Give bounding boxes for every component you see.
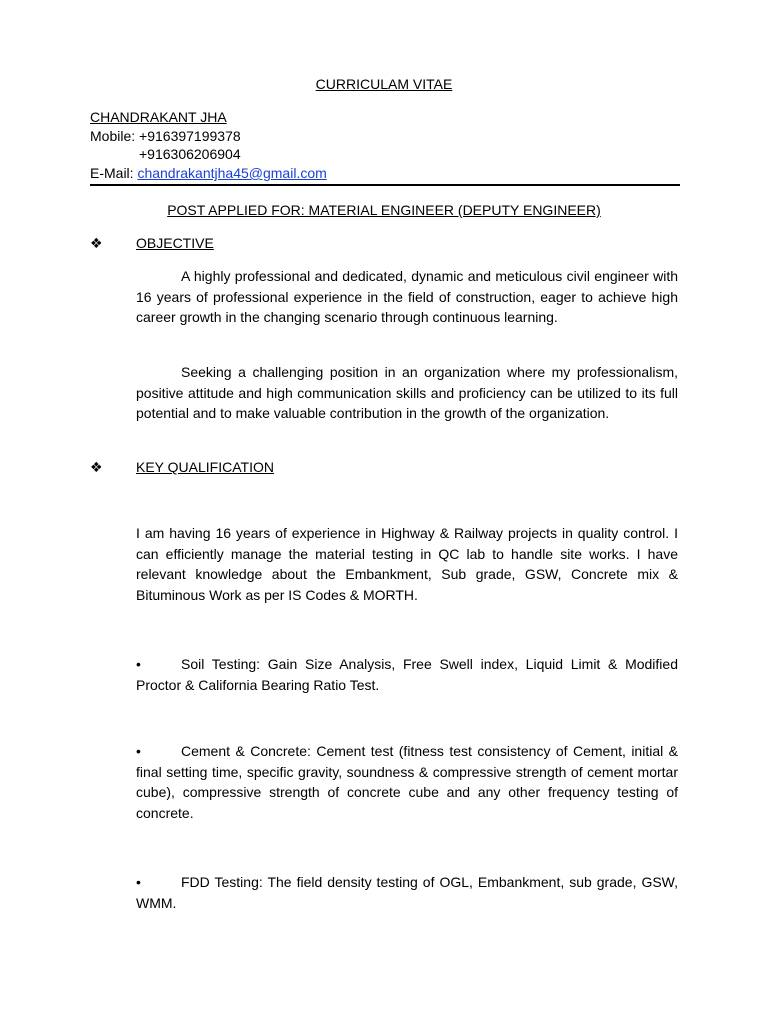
header-divider xyxy=(90,184,680,186)
list-item-text: Soil Testing: Gain Size Analysis, Free Swell index, Liquid Limit & Modified Proctor & California Bearing Ratio Test. xyxy=(136,656,678,693)
cv-title: CURRICULAM VITAE xyxy=(315,76,453,92)
post-applied: POST APPLIED FOR: MATERIAL ENGINEER (DEPUTY ENGINEER) xyxy=(167,202,601,218)
list-item xyxy=(136,872,678,913)
key-qualification-heading: KEY QUALIFICATION xyxy=(136,459,274,475)
diamond-bullet-icon: ❖ xyxy=(90,459,103,475)
diamond-bullet-icon: ❖ xyxy=(90,235,103,251)
mobile-number-2: +916306206904 xyxy=(139,146,241,162)
bullet-dot-icon: • xyxy=(136,656,141,672)
list-item-text: FDD Testing: The field density testing of OGL, Embankment, sub grade, GSW, WMM. xyxy=(136,874,678,911)
bullet-dot-icon: • xyxy=(136,743,141,759)
email-label: E-Mail: xyxy=(90,165,134,181)
mobile-line xyxy=(90,127,241,146)
mobile-label: Mobile: xyxy=(90,128,136,144)
mobile-number-1: +916397199378 xyxy=(139,128,241,144)
objective-paragraph-1: A highly professional and dedicated, dynamic and meticulous civil engineer with 16 years of professional experience in the field of construction, eager to achieve high career growth in the changing scenario through continuous learning. xyxy=(136,268,678,325)
qualification-paragraph: I am having 16 years of experience in Highway & Railway projects in quality control. I can efficiently manage the material testing in QC lab to handle site works. I have relevant knowledge about the Embankment, Sub grade, GSW, Concrete mix & Bituminous Work as per IS Codes & MORTH. xyxy=(136,525,678,603)
list-item-text: Cement & Concrete: Cement test (fitness test consistency of Cement, initial & final setting time, specific gravity, soundness & compressive strength of cement mortar cube), compressive strength of concrete cube and any other frequency testing of concrete. xyxy=(136,743,678,821)
email-link[interactable]: chandrakantjha45@gmail.com xyxy=(137,165,327,181)
list-item xyxy=(136,741,678,823)
email-line xyxy=(90,164,327,183)
objective-heading: OBJECTIVE xyxy=(136,235,214,251)
bullet-dot-icon: • xyxy=(136,874,141,890)
candidate-name: CHANDRAKANT JHA xyxy=(90,109,227,125)
list-item xyxy=(136,654,678,695)
objective-paragraph-2: Seeking a challenging position in an organization where my professionalism, positive attitude and high communication skills and proficiency can be utilized to its full potential and to make valuable contribution in the growth of the organization. xyxy=(136,364,678,421)
